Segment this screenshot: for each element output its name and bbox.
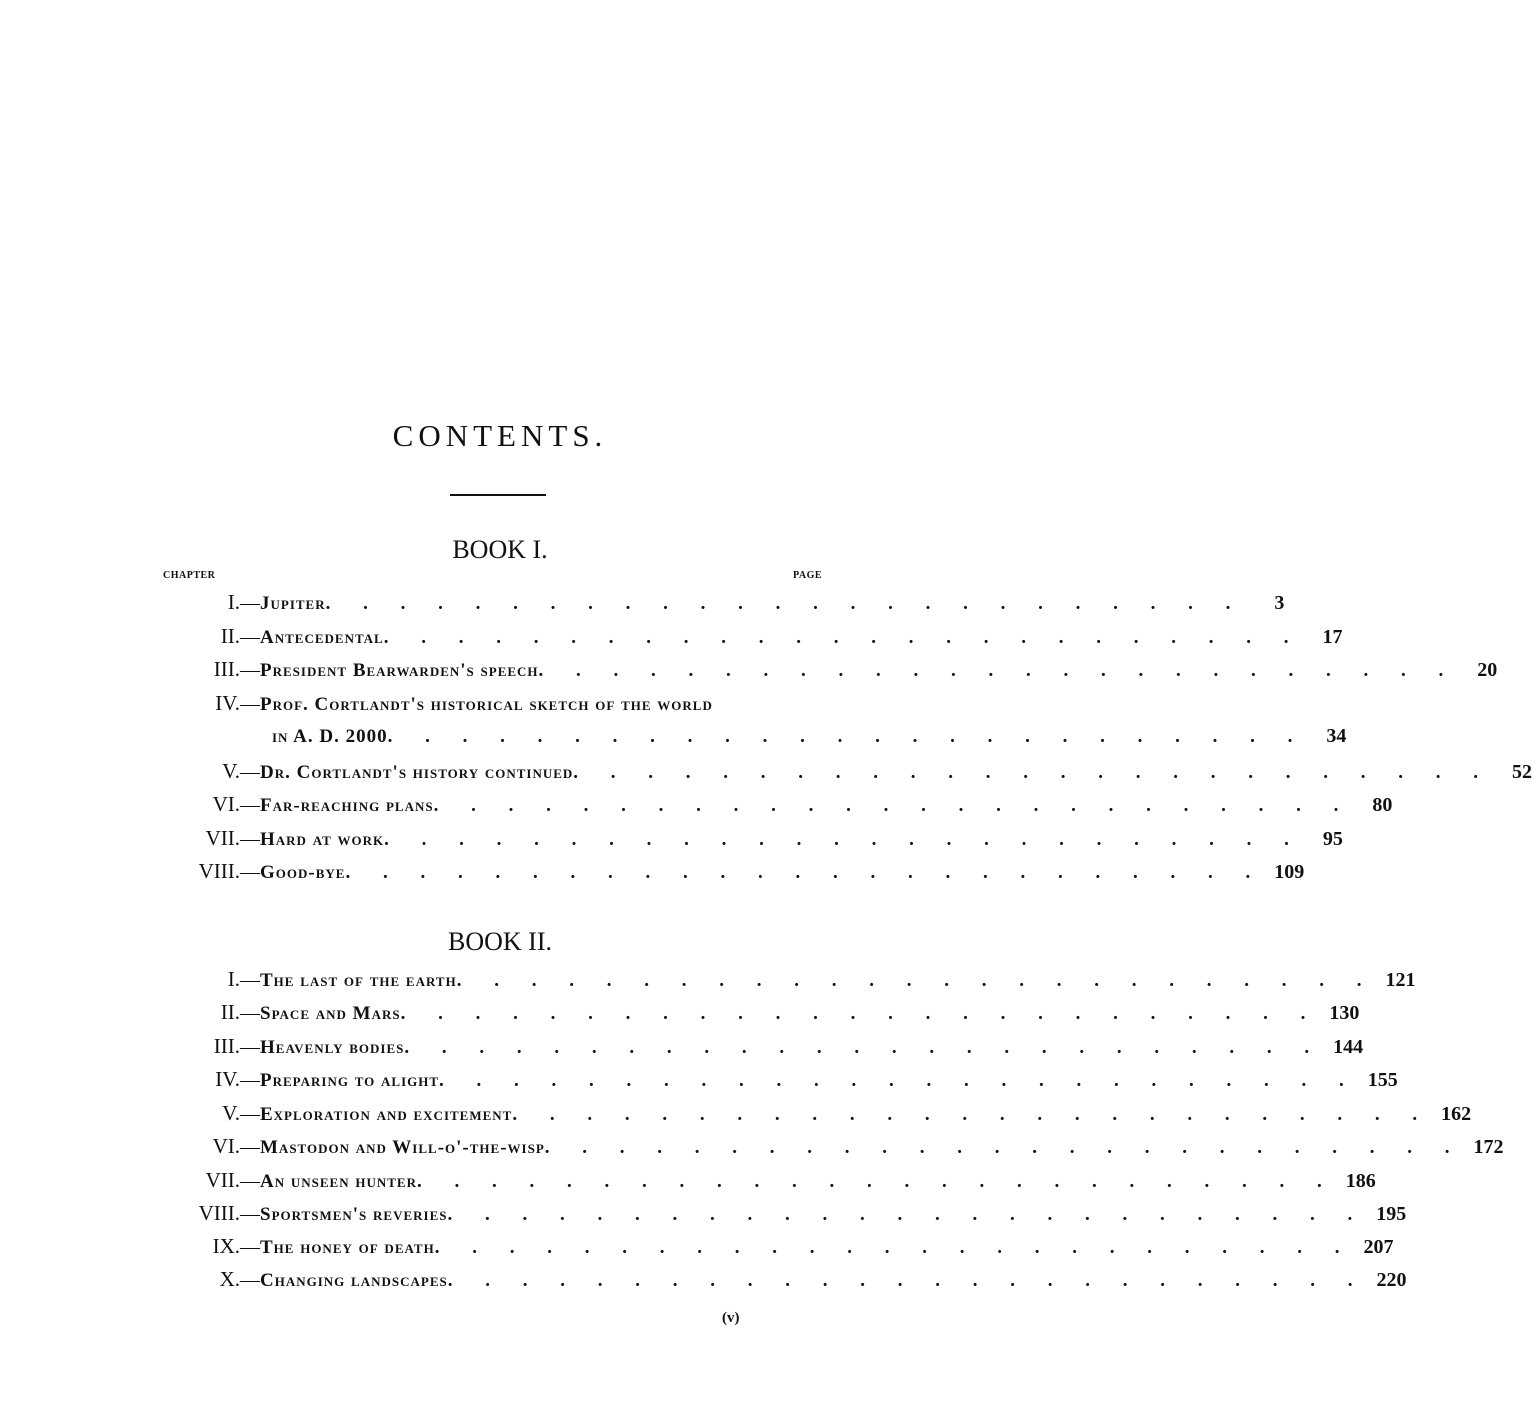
chapter-number: X. <box>219 1267 240 1291</box>
toc-entry[interactable]: VI. — Far-reaching plans . . . . . . . . . . . . . . . . . . . . . . . . . 80 <box>160 792 840 822</box>
page-number: 95 <box>1322 828 1343 850</box>
chapter-title: Good-bye <box>260 862 346 883</box>
toc-entry[interactable]: I. — Jupiter . . . . . . . . . . . . . . . . . . . . . . . . . 3 <box>160 590 840 620</box>
page-number: 220 <box>1376 1269 1407 1291</box>
page-number: 3 <box>1274 592 1285 614</box>
page-title: CONTENTS. <box>392 418 608 453</box>
chapter-title: Hard at work <box>260 829 385 850</box>
toc-entry[interactable]: II. — Antecedental . . . . . . . . . . . . . . . . . . . . . . . . . 17 <box>160 624 840 654</box>
chapter-title: Prof. Cortlandt's historical sketch of the world <box>260 694 713 715</box>
dot-leader: . . . . . . . . . . . . . . . . . . . . . . . . . <box>325 593 1245 614</box>
toc-entry[interactable]: VI. — Mastodon and Will-o'-the-wisp . . . . . . . . . . . . . . . . . . . . . . . . . 172 <box>160 1134 840 1164</box>
chapter-number: IV. <box>215 691 240 715</box>
toc-entry[interactable]: VIII. — Good-bye . . . . . . . . . . . . . . . . . . . . . . . . . 109 <box>160 859 840 889</box>
dot-leader: . . . . . . . . . . . . . . . . . . . . . . . . . <box>384 829 1303 850</box>
toc-entry[interactable]: VIII. — Sportsmen's reveries . . . . . . . . . . . . . . . . . . . . . . . . . 195 <box>160 1201 840 1231</box>
dot-leader: . . . . . . . . . . . . . . . . . . . . . . . . . <box>434 1237 1354 1258</box>
toc-entry[interactable]: I. — The last of the earth . . . . . . . . . . . . . . . . . . . . . . . . . 121 <box>160 967 840 997</box>
chapter-number: V. <box>222 1101 240 1125</box>
chapter-column-label: CHAPTER <box>163 570 216 581</box>
book-2-heading: BOOK II. <box>448 927 552 956</box>
toc-entry[interactable]: IV. — Preparing to alight . . . . . . . . . . . . . . . . . . . . . . . . . 155 <box>160 1067 840 1097</box>
toc-entry[interactable]: VII. — Hard at work . . . . . . . . . . . . . . . . . . . . . . . . . 95 <box>160 826 840 856</box>
page-number: 109 <box>1274 861 1305 883</box>
toc-entry[interactable]: IX. — The honey of death . . . . . . . . . . . . . . . . . . . . . . . . . 207 <box>160 1234 840 1264</box>
chapter-title: Exploration and excitement <box>260 1104 513 1125</box>
book-1-heading: BOOK I. <box>452 535 548 564</box>
toc-entry-continuation[interactable] <box>272 725 1347 755</box>
page-number: 17 <box>1322 626 1343 648</box>
chapter-number: VI. <box>212 1134 240 1158</box>
chapter-title: Space and Mars <box>260 1003 401 1024</box>
toc-entry[interactable]: VII. — An unseen hunter . . . . . . . . . . . . . . . . . . . . . . . . . 186 <box>160 1168 840 1198</box>
chapter-title: Jupiter <box>260 593 326 614</box>
page-number: 195 <box>1376 1203 1407 1225</box>
dot-leader: . . . . . . . . . . . . . . . . . . . . . . . . . <box>433 795 1353 816</box>
page-number: 172 <box>1473 1136 1504 1158</box>
dot-leader: . . . . . . . . . . . . . . . . . . . . . . . . . <box>383 627 1303 648</box>
dot-leader: . . . . . . . . . . . . . . . . . . . . . . . . . <box>573 762 1493 783</box>
chapter-number: VII. <box>205 1168 240 1192</box>
chapter-title: Sportsmen's reveries <box>260 1204 448 1225</box>
page-number: 52 <box>1512 761 1532 783</box>
toc-entry[interactable]: V. — Exploration and excitement . . . . . . . . . . . . . . . . . . . . . . . . . 162 <box>160 1101 840 1131</box>
chapter-title: The last of the earth <box>260 970 457 991</box>
page-folio: (v) <box>722 1310 740 1326</box>
chapter-number: VII. <box>205 826 240 850</box>
dot-leader: . . . . . . . . . . . . . . . . . . . . . . . . . <box>512 1104 1432 1125</box>
dot-leader: . . . . . . . . . . . . . . . . . . . . . . . . . <box>387 726 1307 747</box>
chapter-number: V. <box>222 759 240 783</box>
dot-leader: . . . . . . . . . . . . . . . . . . . . . . . . . <box>404 1037 1324 1058</box>
chapter-number: VIII. <box>198 1201 240 1225</box>
toc-entry[interactable]: III. — Heavenly bodies . . . . . . . . . . . . . . . . . . . . . . . . . 144 <box>160 1034 840 1064</box>
toc-entry[interactable]: X. — Changing landscapes . . . . . . . . . . . . . . . . . . . . . . . . . 220 <box>160 1267 840 1297</box>
page-number: 186 <box>1345 1170 1376 1192</box>
title-rule <box>450 494 546 496</box>
toc-entry[interactable]: III. — President Bearwarden's speech . . . . . . . . . . . . . . . . . . . . . . . . . 20 <box>160 657 840 687</box>
page-number: 155 <box>1367 1069 1398 1091</box>
chapter-number: I. <box>227 590 240 614</box>
page-column-label: PAGE <box>793 570 823 581</box>
chapter-title: An unseen hunter <box>260 1171 417 1192</box>
chapter-number: VI. <box>212 792 240 816</box>
chapter-number: II. <box>220 1000 240 1024</box>
page-number: 130 <box>1329 1002 1360 1024</box>
page-number: 207 <box>1363 1236 1394 1258</box>
page-number: 34 <box>1326 725 1347 747</box>
toc-entry[interactable]: IV. — Prof. Cortlandt's historical sketch of the world <box>160 691 840 721</box>
chapter-number: VIII. <box>198 859 240 883</box>
chapter-title: Changing landscapes <box>260 1270 448 1291</box>
chapter-title: The honey of death <box>260 1237 435 1258</box>
page-number: 162 <box>1441 1103 1472 1125</box>
chapter-number: IX. <box>212 1234 240 1258</box>
dot-leader: . . . . . . . . . . . . . . . . . . . . . . . . . <box>345 862 1265 883</box>
chapter-number: IV. <box>215 1067 240 1091</box>
page-number: 144 <box>1333 1036 1364 1058</box>
dot-leader: . . . . . . . . . . . . . . . . . . . . . . . . . <box>416 1171 1336 1192</box>
dot-leader: . . . . . . . . . . . . . . . . . . . . . . . . . <box>439 1070 1358 1091</box>
chapter-title: Far-reaching plans <box>260 795 434 816</box>
dot-leader: . . . . . . . . . . . . . . . . . . . . . . . . . <box>456 970 1376 991</box>
chapter-title: Mastodon and Will-o'-the-wisp <box>260 1137 545 1158</box>
toc-entry[interactable]: V. — Dr. Cortlandt's history continued . . . . . . . . . . . . . . . . . . . . . . . . . 52 <box>160 759 840 789</box>
chapter-title: Heavenly bodies <box>260 1037 405 1058</box>
dot-leader: . . . . . . . . . . . . . . . . . . . . . . . . . <box>447 1270 1367 1291</box>
dot-leader: . . . . . . . . . . . . . . . . . . . . . . . . . <box>544 1137 1464 1158</box>
dot-leader: . . . . . . . . . . . . . . . . . . . . . . . . . <box>538 660 1458 681</box>
chapter-title-continued: in A. D. 2000 <box>272 726 388 747</box>
toc-entry[interactable]: II. — Space and Mars . . . . . . . . . . . . . . . . . . . . . . . . . 130 <box>160 1000 840 1030</box>
dot-leader: . . . . . . . . . . . . . . . . . . . . . . . . . <box>447 1204 1367 1225</box>
page-number: 121 <box>1385 969 1416 991</box>
page-number: 20 <box>1477 659 1498 681</box>
chapter-title: Dr. Cortlandt's history continued <box>260 762 574 783</box>
dot-leader: . . . . . . . . . . . . . . . . . . . . . . . . . <box>400 1003 1320 1024</box>
chapter-title: Preparing to alight <box>260 1070 440 1091</box>
chapter-number: I. <box>227 967 240 991</box>
chapter-number: III. <box>213 1034 240 1058</box>
page-number: 80 <box>1372 794 1393 816</box>
chapter-title: Antecedental <box>260 627 384 648</box>
chapter-title: President Bearwarden's speech <box>260 660 539 681</box>
chapter-number: III. <box>213 657 240 681</box>
chapter-number: II. <box>220 624 240 648</box>
